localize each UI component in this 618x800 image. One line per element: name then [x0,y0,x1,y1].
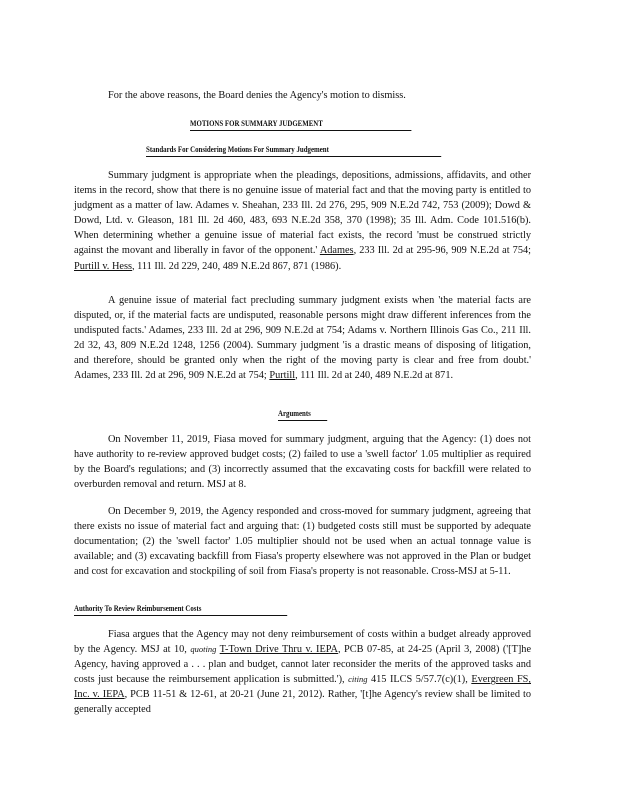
signal-citing: citing [348,674,368,685]
intro-sentence: For the above reasons, the Board denies the Agency's motion to dismiss. [108,90,406,101]
heading-standards: Standards For Considering Motions For Summary Judgement [146,144,441,157]
para2-text: A genuine issue of material fact precluding summary judgment exists when 'the material facts are disputed, or, if the material facts are undisputed, reasonable persons might draw different inferences from the undisputed facts.' Adames, 233 Ill. 2d at 296, 909 N.E.2d at 754; Adams v. Northern Illinois Gas Co., 211 Ill. 2d 32, 43, 809 N.E.2d 1248, 1256 (2004). Summary judgment 'is a drastic means of disposing of litigation, and therefore, should be granted only when the right of the moving party is clear and free from doubt.' Adames, 233 Ill. 2d at 296, 909 N.E.2d at 754; [74,295,531,382]
para5-text-b: , PCB 07-85, at 24-25 (April 3, 2008) ('[T]he Agency, having approved a . . . plan and budget, cannot later reconsider the merits of the approved tasks and costs just because the reimbursement application is submitted.'), [74,644,532,686]
para2-text-b: , 111 Ill. 2d at 240, 489 N.E.2d at 871. [295,370,454,382]
heading-authority-to-review: Authority To Review Reimbursement Costs [74,603,287,616]
paragraph-summary-judgment-standard [74,168,531,274]
para5-text: Fiasa argues that the Agency may not deny reimbursement of costs within a budget already approved by the Agency. MSJ at 10, [74,629,531,656]
para1-text-b: , 233 Ill. 2d at 295-96, 909 N.E.2d at 754; [353,245,531,257]
citation-purtill-v-hess: Purtill v. Hess [74,260,132,272]
citation-adames: Adames [319,245,354,257]
paragraph-fiasa-motion: On November 11, 2019, Fiasa moved for summary judgment, arguing that the Agency: (1) does not have authority to re-review approved budget costs; (2) failed to use a 'swell factor' 1.05 multiplier as required by the Board's regulations; and (3) incorrectly assumed that the excavating costs for backfill were related to overburden removal and return. MSJ at 8. [74,434,531,491]
paragraph-fiasa-argues [74,627,531,718]
para5-text-c: 415 ILCS 5/57.7(c)(1), [371,674,468,686]
para1-text: Summary judgment is appropriate when the pleadings, depositions, admissions, affidavits, and other items in the record, show that there is no genuine issue of material fact and that the moving party is entitled to judgment as a matter of law. Adames v. Sheahan, 233 Ill. 2d 276, 295, 909 N.E.2d 742, 753 (2009); Dowd & Dowd, Ltd. v. Gleason, 181 Ill. 2d 460, 483, 693 N.E.2d 358, 370 (1998); 35 Ill. Adm. Code 101.516(b). When determining whether a genuine issue of material fact exists, the record 'must be construed strictly against the movant and liberally in favor of the opponent.' [74,170,531,257]
citation-evergreen-fs: Evergreen FS, Inc. v. IEPA [74,674,531,701]
para5-text-d: , PCB 11-51 & 12-61, at 20-21 (June 21, 2012). Rather, '[t]he Agency's review shall be limited to generally accepted [74,689,531,716]
paragraph-agency-response: On December 9, 2019, the Agency responded and cross-moved for summary judgment, agreeing that there exists no issue of material fact and arguing that: (1) budgeted costs still must be supported by adequate documentation; (2) the 'swell factor' 1.05 multiplier should not be used when an actual tonnage value is available; and (3) excavating backfill from Fiasa's property elsewhere was not approved in the Plan or budget and cost for excavation and stockpiling of soil from Fiasa's property is not reasonable. Cross-MSJ at 5-11. [74,506,531,578]
paragraph-genuine-issue [74,293,531,384]
heading-arguments: Arguments [278,408,327,421]
citation-t-town-drive-thru: T-Town Drive Thru v. IEPA [219,644,338,656]
heading-motions-summary-judgement: MOTIONS FOR SUMMARY JUDGEMENT [190,118,411,131]
citation-purtill: Purtill [269,370,296,382]
signal-quoting: quoting [190,644,217,655]
para1-text-c: , 111 Ill. 2d 229, 240, 489 N.E.2d 867, 871 (1986). [131,260,342,272]
